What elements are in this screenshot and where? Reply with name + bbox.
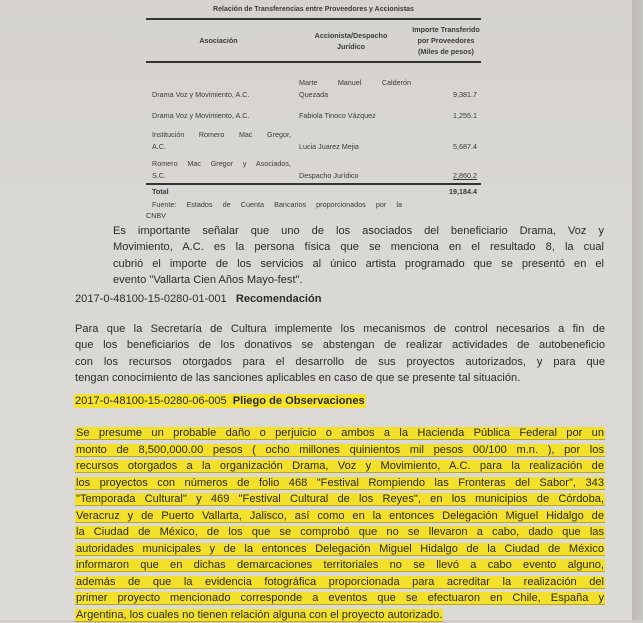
pliego-heading — [75, 393, 365, 409]
cell-line: Romero Mac Gregor y Asociados, — [152, 158, 291, 170]
cell-importe: 5,687.4 — [411, 141, 481, 153]
cell-asociacion — [146, 129, 291, 153]
text-line: evento "Vallarta Cien Años Mayo-fest". — [113, 272, 604, 288]
header-importe — [411, 24, 481, 57]
cell-accionista: Despacho Jurídico — [291, 170, 411, 182]
highlighted-line — [75, 590, 605, 607]
paragraph-associate-note — [113, 223, 604, 288]
recommendation-label: Recomendación — [236, 293, 322, 305]
cell-accionista: Fabiola Tinoco Vázquez — [291, 110, 411, 122]
text-line: la Ciudad de México, de los que se comprobó que no se llevaron a cabo, dado que las — [75, 526, 605, 539]
cell-line: Institución Romero Mac Gregor, — [152, 129, 291, 141]
pliego-label: Pliego de Observaciones — [233, 395, 365, 407]
cell-accionista: Lucia Juarez Mejia — [291, 141, 411, 153]
text-line: Veracruz y de Puerto Vallarta, Jalisco, así como en la entonces Delegación Miguel Hidalgo de — [75, 510, 605, 523]
table-source — [146, 199, 402, 210]
header-asociacion: Asociación — [146, 36, 291, 45]
text-line: monto de 8,500,000.00 pesos ( ocho millones quinientos mil pesos 00/100 m.n. ), por los — [75, 444, 605, 457]
highlighted-line — [75, 442, 605, 459]
text-line: Para que la Secretaría de Cultura implemente los mecanismos de control necesarios a fin de — [75, 321, 605, 337]
total-label: Total — [146, 186, 291, 198]
highlighted-line — [75, 541, 605, 558]
table-header — [146, 20, 481, 63]
text-line: tengan conocimiento de las sanciones aplicables en caso de que se presente tal situación. — [75, 370, 605, 386]
table-row — [146, 153, 481, 185]
page-edge-shadow — [632, 0, 643, 620]
text-line: cubrió el importe de los servicios al único artista programado que se presentó en el — [113, 256, 604, 272]
total-value: 19,184.4 — [411, 186, 481, 198]
highlighted-line — [75, 574, 605, 591]
paragraph-recommendation — [75, 321, 605, 386]
header-importe-line: por Proveedores — [411, 35, 481, 46]
highlighted-line — [75, 491, 605, 508]
highlighted-line — [75, 475, 605, 492]
header-accionista — [291, 30, 411, 52]
table-row — [146, 63, 481, 101]
text-line: Es importante señalar que uno de los asociados del beneficiario Drama, Voz y — [113, 223, 604, 239]
text-line: que los beneficiarios de los donativos se abstengan de realizar actividades de autobeneficio — [75, 337, 605, 353]
cell-accionista — [291, 77, 411, 101]
highlighted-line — [75, 425, 605, 442]
highlighted-line — [75, 607, 605, 623]
highlighted-line — [75, 524, 605, 541]
header-accionista-line: Accionista/Despacho — [291, 30, 411, 41]
pliego-code: 2017-0-48100-15-0280-06-005 — [75, 395, 227, 407]
recommendation-code: 2017-0-48100-15-0280-01-001 — [75, 293, 227, 305]
text-line: autoridades municipales y de la entonces Delegación Miguel Hidalgo de la Ciudad de México — [75, 543, 605, 556]
table-row — [146, 122, 481, 153]
header-importe-line: (Miles de pesos) — [411, 46, 481, 57]
cell-line: S.C. — [152, 170, 291, 182]
text-line: Argentina, los cuales no tienen relación alguna con el proyecto autorizado. — [75, 609, 443, 622]
cell-line: Marte Manuel Calderón — [299, 77, 411, 89]
cell-importe: 9,381.7 — [411, 89, 481, 101]
pliego-highlight — [75, 395, 365, 407]
highlighted-line — [75, 508, 605, 525]
text-line: recursos otorgados a la organización Drama, Voz y Movimiento, A.C. para la realización de — [75, 460, 605, 473]
table-source-cont — [146, 210, 396, 221]
cell-asociacion — [146, 158, 291, 182]
recommendation-heading — [75, 291, 322, 307]
text-line: Movimiento, A.C. es la persona física que se menciona en el resultado 8, la cual — [113, 239, 604, 255]
text-line: con los recursos otorgados para el desarrollo de sus proyectos autorizados, y para que — [75, 354, 605, 370]
table-title: Relación de Transferencias entre Proveedores y Accionistas — [146, 2, 481, 20]
cell-asociacion: Drama Voz y Movimiento, A.C. — [146, 110, 291, 122]
source-line: CNBV — [146, 211, 166, 220]
cell-line: A.C. — [152, 141, 291, 153]
paragraph-observation — [75, 425, 605, 623]
text-line: Se presume un probable daño o perjuicio o ambos a la Hacienda Pública Federal por un — [75, 427, 605, 440]
cell-importe: 2,860.2 — [411, 170, 481, 182]
cell-importe: 1,255.1 — [411, 110, 481, 122]
text-line: además de que la evidencia fotográfica proporcionada para acreditar la realización del — [75, 576, 605, 589]
cell-line: Quezada — [299, 89, 411, 101]
cell-asociacion: Drama Voz y Movimiento, A.C. — [146, 89, 291, 101]
header-accionista-line: Jurídico — [291, 41, 411, 52]
table-row — [146, 101, 481, 122]
header-importe-line: Importe Transferido — [411, 24, 481, 35]
text-line: informaron que en dichas demarcaciones territoriales no se llevó a cabo evento alguno, — [75, 559, 605, 572]
text-line: los proyectos con números de folio 468 "Festival Rompiendo las Fronteras del Sabor", 343 — [75, 477, 605, 490]
table-total-row — [146, 185, 481, 199]
text-line: primer proyecto mencionado corresponde a eventos que se efectuaron en Chile, España y — [75, 592, 605, 605]
highlighted-line — [75, 458, 605, 475]
source-line: Fuente: Estados de Cuenta Bancarios proporcionados por la — [152, 199, 402, 210]
text-line: "Temporada Cultural" y 469 "Festival Cultural de los Reyes", en los municipios de Córdoba, — [75, 493, 605, 506]
transfers-table — [146, 0, 481, 221]
highlighted-line — [75, 557, 605, 574]
